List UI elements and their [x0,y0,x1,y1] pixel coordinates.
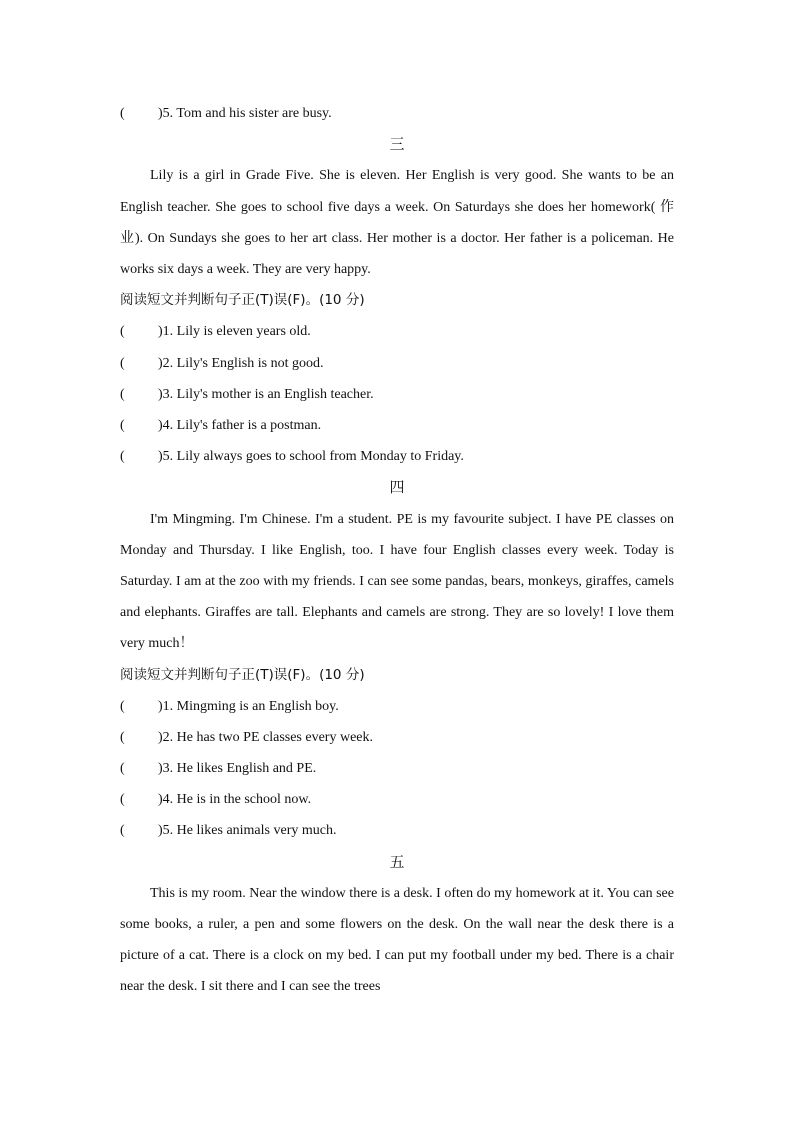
answer-blank[interactable]: ( [120,355,125,371]
section-3-instruction: 阅读短文并判断句子正(T)误(F)。(10 分) [120,292,365,309]
answer-blank[interactable]: ( [120,823,125,839]
section-3-question-2: ( ) 2. Lily's English is not good. [120,348,674,379]
section-4-question-5: ( ) 5. He likes animals very much. [120,815,674,846]
section-3-question-5: ( ) 5. Lily always goes to school from Monday to Friday. [120,441,674,472]
section-4-question-2: ( ) 2. He has two PE classes every week. [120,722,674,753]
section-4-question-4: ( ) 4. He is in the school now. [120,784,674,815]
answer-blank[interactable]: ( [120,386,125,402]
section-5-heading: 五 [389,852,405,871]
answer-blank[interactable]: ( [120,449,125,465]
section-4-instruction: 阅读短文并判断句子正(T)误(F)。(10 分) [120,666,365,683]
answer-blank[interactable]: ( [120,761,125,777]
section-4-question-3: ( ) 3. He likes English and PE. [120,753,674,784]
section-4-heading: 四 [389,478,405,497]
answer-blank[interactable]: ( [120,324,125,340]
section-5-passage: This is my room. Near the window there is a desk. I often do my homework at it. You can see some books, a ruler, a pen and some flowers on the desk. On the wall near the desk there is a picture of a cat. There is a clock on my bed. I can put my football under my bed. There is a chair near the desk. I sit there and I can see the trees [120,885,674,995]
answer-blank[interactable]: ( [120,417,125,433]
section-4-passage: I'm Mingming. I'm Chinese. I'm a student. PE is my favourite subject. I have PE classes on Monday and Thursday. I like English, too. I have four English classes every week. Today is Saturday. I am at the zoo with my friends. I can see some pandas, bears, monkeys, giraffes, camels and elephants. Giraffes are tall. Elephants and camels are strong. They are so lovely! I love them very much！ [120,511,674,652]
worksheet-page [120,98,674,1003]
answer-blank[interactable]: ( [120,106,125,121]
section-3-question-3: ( ) 3. Lily's mother is an English teacher. [120,379,674,410]
answer-blank[interactable]: ( [120,729,125,745]
section-3-question-4: ( ) 4. Lily's father is a postman. [120,410,674,441]
question-text: 5. Tom and his sister are busy. [162,106,332,121]
section-3-passage: Lily is a girl in Grade Five. She is eleven. Her English is very good. She wants to be an English teacher. She goes to school five days a week. On Saturdays she does her homework( 作业). On Sundays she goes to her art class. Her mother is a doctor. Her father is a policeman. He works six days a week. They are very happy. [120,168,674,277]
section-3-question-1: ( ) 1. Lily is eleven years old. [120,316,674,347]
answer-blank[interactable]: ( [120,792,125,808]
answer-blank[interactable]: ( [120,698,125,714]
previous-question-5: ( ) 5. Tom and his sister are busy. [120,98,674,129]
section-4-question-1: ( ) 1. Mingming is an English boy. [120,691,674,722]
section-3-heading: 三 [389,135,405,154]
